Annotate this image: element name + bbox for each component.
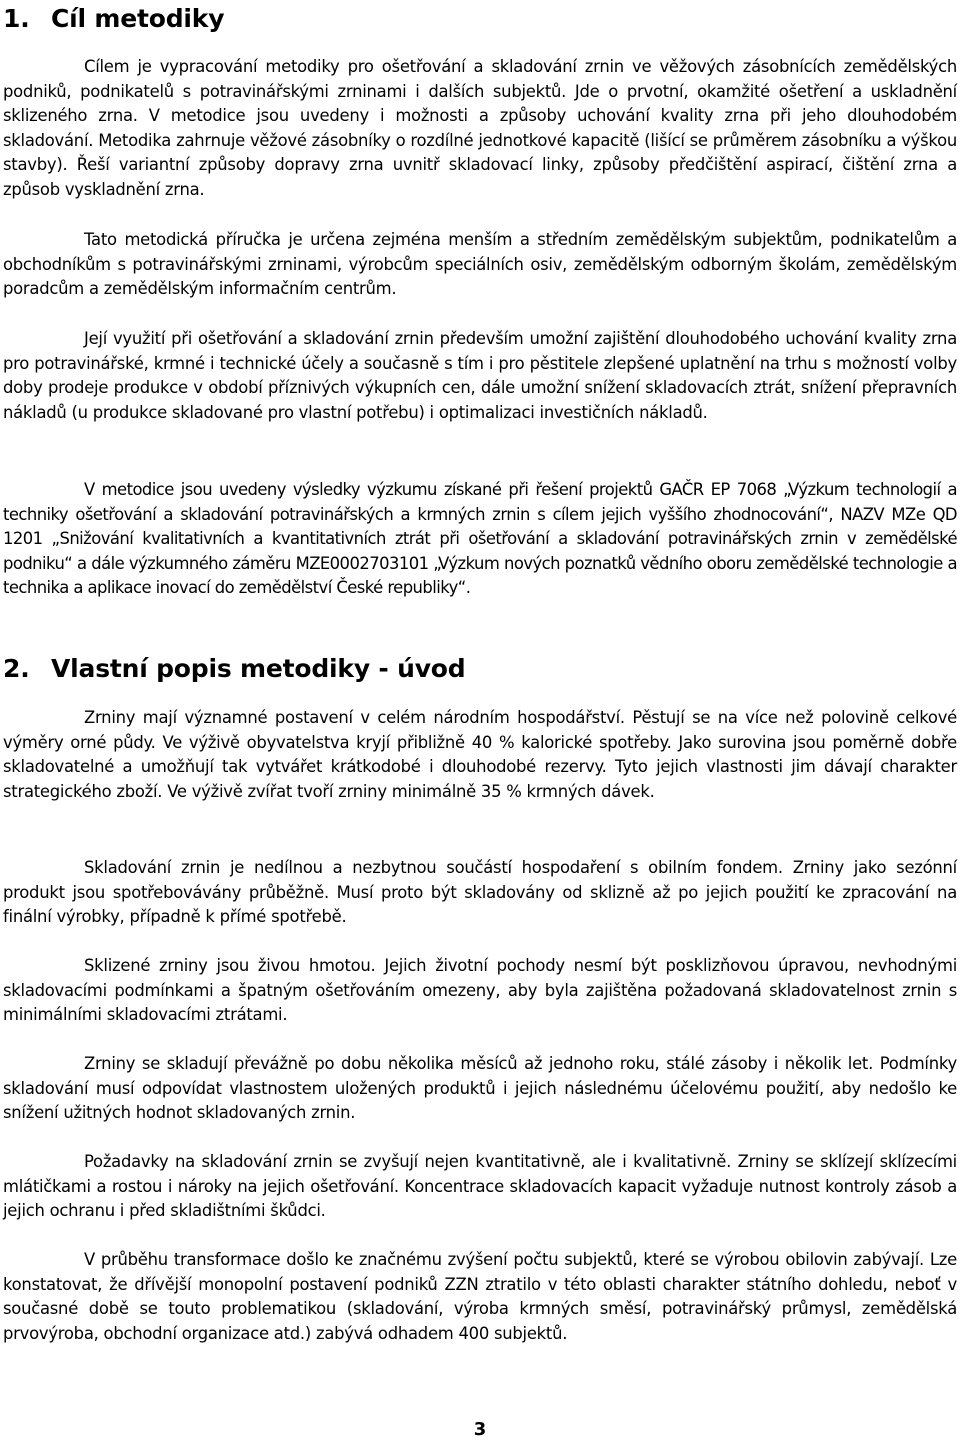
section-1-title: Cíl metodiky bbox=[51, 4, 225, 33]
section-2-paragraph-1: Zrniny mají významné postavení v celém národním hospodářství. Pěstují se na více než polovině celkové výměry orné půdy. Ve výživě obyvatelstva kryjí přibližně 40 % kalorické spotřeby. Jako surovina jsou poměrně dobře skladovatelné a umožňují tak vytvářet krátkodobé i dlouhodobé rezervy. Tyto jejich vlastnosti jim dávají charakter strategického zboží. Ve výživě zvířat tvoří zrniny minimálně 35 % krmných dávek. bbox=[3, 708, 957, 801]
section-1-paragraph-1: Cílem je vypracování metodiky pro ošetřování a skladování zrnin ve věžových zásobnících zemědělských podniků, podnikatelů s potravinářskými zrninami i dalších subjektů. Jde o prvotní, okamžité ošetření a uskladnění sklizeného zrna. V metodice jsou uvedeny i možnosti a způsoby uchování kvality zrna při jeho dlouhodobém skladování. Metodika zahrnuje věžové zásobníky o rozdílné jednotkové kapacitě (lišící se průměrem zásobníku a výškou stavby). Řeší variantní způsoby dopravy zrna uvnitř skladovací linky, způsoby předčištění aspirací, čištění zrna a způsob vyskladnění zrna. bbox=[3, 57, 957, 199]
section-1-paragraph-3: Její využití při ošetřování a skladování zrnin především umožní zajištění dlouhodobého uchování kvality zrna pro potravinářské, krmné i technické účely a současně s tím i pro pěstitele zlepšené uplatnění na trhu s možností volby doby prodeje produkce v období příznivých výkupních cen, dále umožní snížení skladovacích ztrát, snížení přepravních nákladů (u produkce skladované pro vlastní potřebu) i optimalizaci investičních nákladů. bbox=[3, 329, 957, 422]
section-2-paragraph-6: V průběhu transformace došlo ke značnému zvýšení počtu subjektů, které se výrobou obilovin zabývají. Lze konstatovat, že dřívější monopolní postavení podniků ZZN ztratilo v této oblasti charakter státního dohledu, neboť v současné době se touto problematikou (skladování, výroba krmných směsí, potravinářský průmysl, zemědělská prvovýroba, obchodní organizace atd.) zabývá odhadem 400 subjektů. bbox=[3, 1250, 957, 1343]
section-1-number: 1. bbox=[3, 4, 30, 33]
section-2-paragraph-5: Požadavky na skladování zrnin se zvyšují nejen kvantitativně, ale i kvalitativně. Zrniny se sklízejí sklízecími mlátičkami a rostou i nároky na jejich ošetřování. Koncentrace skladovacích kapacit vyžaduje nutnost kontroly zásob a jejich ochranu i před skladištními škůdci. bbox=[3, 1152, 957, 1221]
section-1-heading bbox=[3, 2, 224, 36]
section-2-heading bbox=[3, 652, 465, 686]
section-2-paragraph-2: Skladování zrnin je nedílnou a nezbytnou součástí hospodaření s obilním fondem. Zrniny jako sezónní produkt jsou spotřebovávány průběžně. Musí proto být skladovány od sklizně až po jejich použití ke zpracování na finální výrobky, případně k přímé spotřebě. bbox=[3, 858, 957, 927]
section-2-paragraph-4: Zrniny se skladují převážně po dobu několika měsíců až jednoho roku, stálé zásoby i několik let. Podmínky skladování musí odpovídat vlastnostem uložených produktů i jejich následnému účelovému použití, aby nedošlo ke snížení užitných hodnot skladovaných zrnin. bbox=[3, 1054, 957, 1123]
section-2-number: 2. bbox=[3, 654, 30, 683]
section-2-title: Vlastní popis metodiky - úvod bbox=[51, 654, 466, 683]
section-2-paragraph-3: Sklizené zrniny jsou živou hmotou. Jejich životní pochody nesmí být posklizňovou úpravou, nevhodnými skladovacími podmínkami a špatným ošetřováním omezeny, aby byla zajištěna požadovaná skladovatelnost zrnin s minimálními skladovacími ztrátami. bbox=[3, 956, 957, 1025]
page-number: 3 bbox=[473, 1419, 487, 1440]
section-1-paragraph-2: Tato metodická příručka je určena zejména menším a středním zemědělským subjektům, podnikatelům a obchodníkům s potravinářskými zrninami, výrobcům speciálních osiv, zemědělským odborným školám, zemědělským poradcům a zemědělským informačním centrům. bbox=[3, 230, 957, 299]
section-1-paragraph-4: V metodice jsou uvedeny výsledky výzkumu získané při řešení projektů GAČR EP 7068 „Výzkum technologií a techniky ošetřování a skladování potravinářských a krmných zrnin s cílem jejich vyššího zhodnocování“, NAZV MZe QD 1201 „Snižování kvalitativních a kvantitativních ztrát při ošetřování a skladování potravinářských zrnin v zemědělské podniku“ a dále výzkumného záměru MZE0002703101 „Výzkum nových poznatků vědního oboru zemědělské technologie a technika a aplikace inovací do zemědělství České republiky“. bbox=[3, 480, 957, 598]
